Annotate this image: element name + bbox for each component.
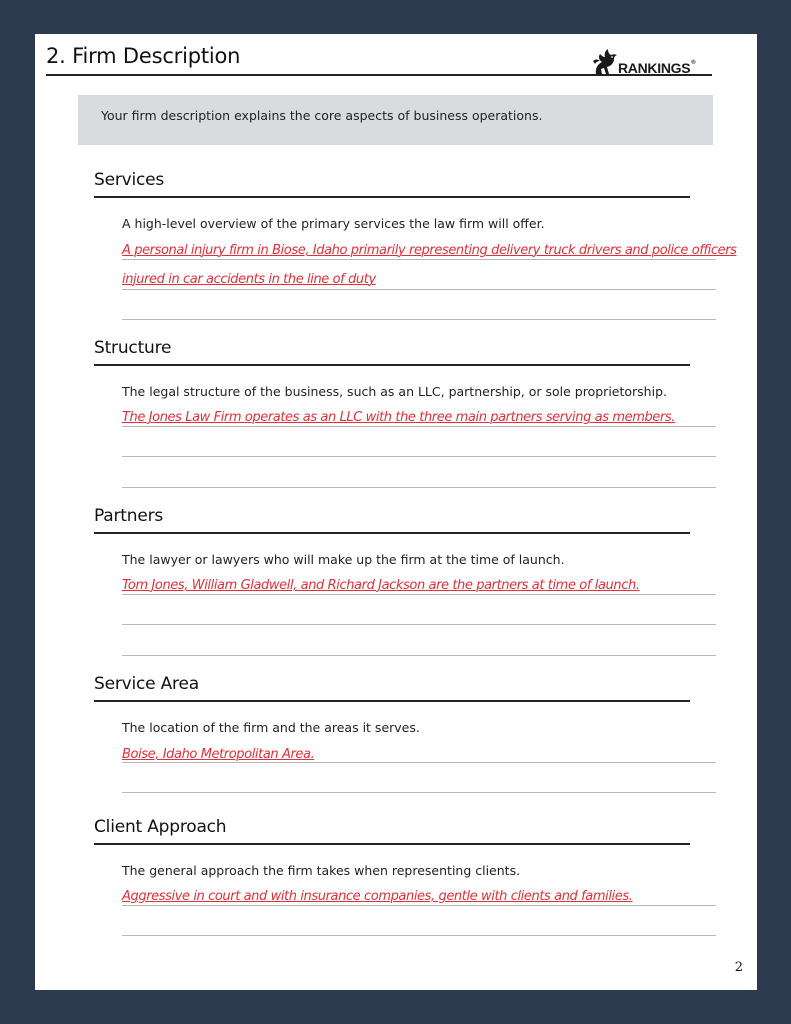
rankings-logo <box>590 47 695 77</box>
answer-line <box>122 259 716 260</box>
answer-text[interactable]: Aggressive in court and with insurance companies, gentle with clients and families. <box>122 889 633 904</box>
logo-wordmark: RANKINGS® <box>618 60 696 76</box>
answer-text[interactable]: injured in car accidents in the line of duty <box>122 272 376 287</box>
section-heading-partners: Partners <box>94 506 164 526</box>
answer-line <box>122 655 716 656</box>
section-heading-structure: Structure <box>94 338 172 358</box>
section-description: A high-level overview of the primary services the law firm will offer. <box>122 216 545 231</box>
answer-text[interactable]: A personal injury firm in Biose, Idaho primarily representing delivery truck drivers and police officers <box>122 243 737 258</box>
section-description: The general approach the firm takes when representing clients. <box>122 863 521 878</box>
answer-line <box>122 905 716 906</box>
section-heading-service-area: Service Area <box>94 674 199 694</box>
answer-line <box>122 935 716 936</box>
section-divider <box>94 364 690 366</box>
document-page <box>35 34 757 990</box>
intro-text: Your firm description explains the core aspects of business operations. <box>101 108 543 123</box>
section-heading-client-approach: Client Approach <box>94 817 227 837</box>
answer-line <box>122 289 716 290</box>
section-heading-services: Services <box>94 170 165 190</box>
answer-text[interactable]: The Jones Law Firm operates as an LLC with the three main partners serving as members. <box>122 410 675 425</box>
section-divider <box>94 196 690 198</box>
page-number: 2 <box>734 960 743 975</box>
section-divider <box>94 700 690 702</box>
intro-callout <box>78 95 713 145</box>
answer-line <box>122 319 716 320</box>
answer-line <box>122 456 716 457</box>
answer-text[interactable]: Boise, Idaho Metropolitan Area. <box>122 747 315 762</box>
answer-line <box>122 594 716 595</box>
section-divider <box>94 532 690 534</box>
answer-line <box>122 487 716 488</box>
section-description: The location of the firm and the areas it serves. <box>122 720 420 735</box>
answer-line <box>122 762 716 763</box>
answer-line <box>122 792 716 793</box>
griffin-logo-icon <box>590 47 620 77</box>
section-description: The lawyer or lawyers who will make up the firm at the time of launch. <box>122 552 565 567</box>
answer-line <box>122 426 716 427</box>
page-title: 2. Firm Description <box>46 44 241 68</box>
answer-line <box>122 624 716 625</box>
section-divider <box>94 843 690 845</box>
section-description: The legal structure of the business, such as an LLC, partnership, or sole proprietorship. <box>122 384 667 399</box>
answer-text[interactable]: Tom Jones, William Gladwell, and Richard Jackson are the partners at time of launch. <box>122 578 640 593</box>
